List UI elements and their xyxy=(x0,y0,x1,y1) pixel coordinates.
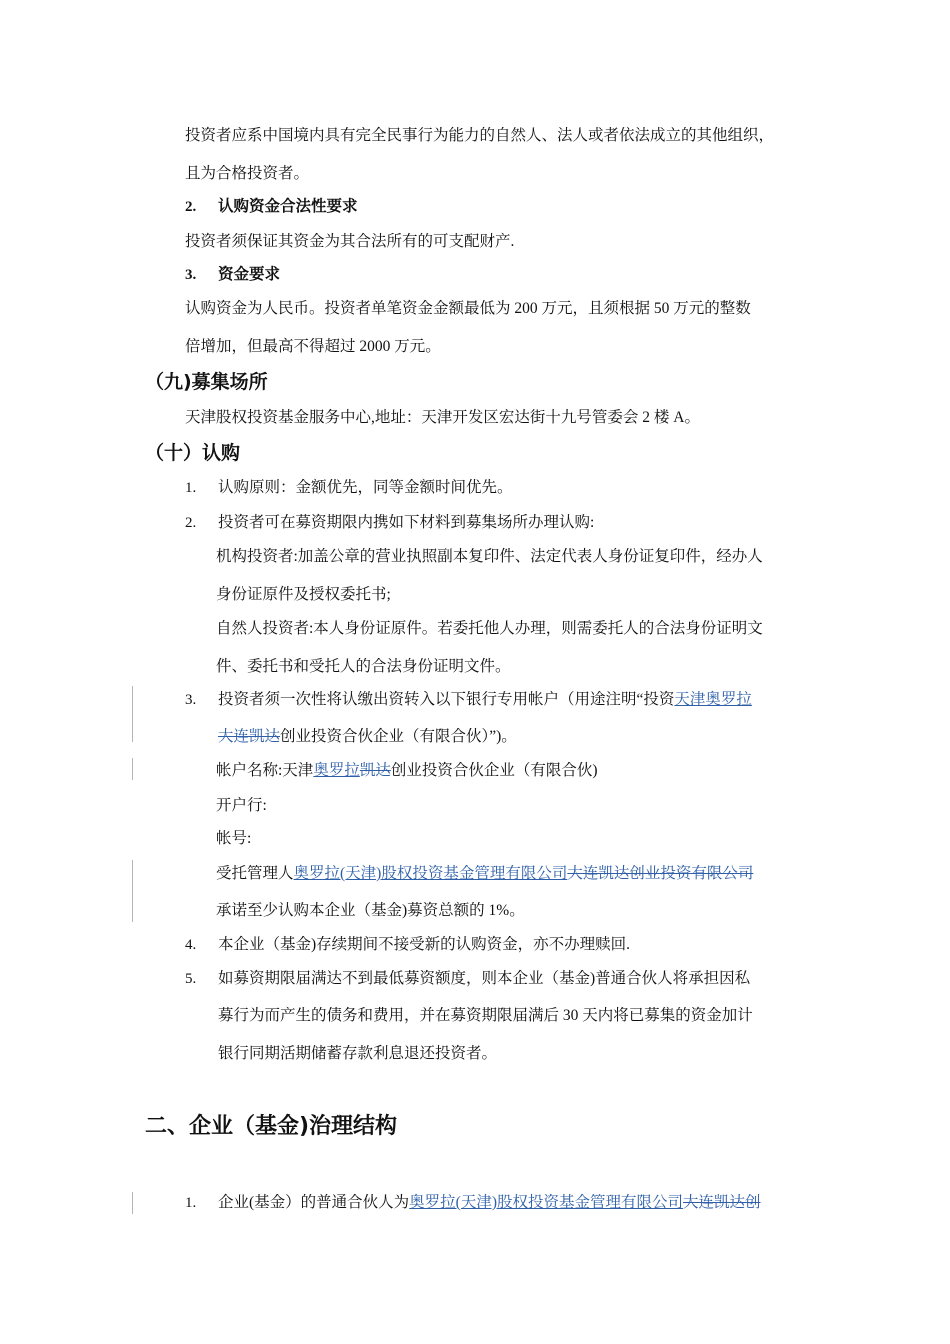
change-bar xyxy=(132,686,133,742)
bank-line: 开户行: xyxy=(216,797,267,814)
paragraph-line: 募行为而产生的债务和费用，并在募资期限届满后 30 天内将已募集的资金加计 xyxy=(218,1007,753,1024)
item-number: 2. xyxy=(185,199,197,215)
section-heading: （十）认购 xyxy=(145,442,241,464)
list-item xyxy=(218,1193,761,1213)
paragraph-line xyxy=(218,727,517,747)
paragraph-line: 且为合格投资者。 xyxy=(185,165,310,182)
paragraph-line: 自然人投资者:本人身份证原件。若委托他人办理，则需委托人的合法身份证明文 xyxy=(216,620,763,637)
text-run: 创业投资合伙企业（有限合伙）”)。 xyxy=(280,728,517,745)
text-run: 受托管理人 xyxy=(216,865,294,882)
item-number: 5. xyxy=(185,971,197,987)
paragraph-line: 倍增加，但最高不得超过 2000 万元。 xyxy=(185,338,441,355)
item-number: 2. xyxy=(185,515,197,531)
paragraph-line: 投资者须保证其资金为其合法所有的可支配财产. xyxy=(185,233,515,250)
text-run: 投资者须一次性将认缴出资转入以下银行专用帐户（用途注明“投资 xyxy=(218,691,675,708)
subheading: 资金要求 xyxy=(218,266,281,283)
inserted-text: 奥罗拉 xyxy=(313,762,360,779)
paragraph-line: 投资者应系中国境内具有完全民事行为能力的自然人、法人或者依法成立的其他组织， xyxy=(185,127,775,144)
item-number: 3. xyxy=(185,692,197,708)
list-item: 如募资期限届满达不到最低募资额度，则本企业（基金)普通合伙人将承担因私 xyxy=(218,970,751,987)
list-item: 认购原则：金额优先，同等金额时间优先。 xyxy=(218,479,513,496)
account-name-line xyxy=(216,761,598,781)
inserted-text: 天津奥罗拉 xyxy=(674,691,752,708)
deleted-text: 大连凯达 xyxy=(218,728,281,745)
paragraph-line: 机构投资者:加盖公章的营业执照副本复印件、法定代表人身份证复印件，经办人 xyxy=(216,548,763,565)
inserted-text: 奥罗拉(天津)股权投资基金管理有限公司 xyxy=(409,1194,683,1211)
list-item: 投资者可在募资期限内携如下材料到募集场所办理认购: xyxy=(218,514,595,531)
paragraph-line: 银行同期活期储蓄存款利息退还投资者。 xyxy=(218,1045,498,1062)
section-heading: （九)募集场所 xyxy=(145,371,268,393)
text-run: 创业投资合伙企业（有限合伙) xyxy=(390,762,598,779)
paragraph-line: 承诺至少认购本企业（基金)募资总额的 1%。 xyxy=(216,902,525,919)
change-bar xyxy=(132,1192,133,1214)
text-run: 企业(基金）的普通合伙人为 xyxy=(218,1194,410,1211)
paragraph-line: 身份证原件及授权委托书; xyxy=(216,586,391,603)
change-bar xyxy=(132,860,133,922)
deleted-text: 凯达 xyxy=(359,762,391,779)
deleted-text: 大连凯达创业投资有限公司 xyxy=(567,865,754,882)
account-number-line: 帐号: xyxy=(216,830,252,847)
paragraph-line: 认购资金为人民币。投资者单笔资金金额最低为 200 万元，且须根据 50 万元的整数 xyxy=(185,300,751,317)
inserted-text: 奥罗拉(天津)股权投资基金管理有限公司 xyxy=(293,865,568,882)
chapter-heading: 二、企业（基金)治理结构 xyxy=(145,1114,398,1139)
item-number: 3. xyxy=(185,267,197,283)
list-item xyxy=(218,690,752,710)
text-run: 帐户名称:天津 xyxy=(216,762,314,779)
change-bar xyxy=(132,758,133,780)
item-number: 1. xyxy=(185,1195,197,1211)
paragraph-line: 件、委托书和受托人的合法身份证明文件。 xyxy=(216,658,511,675)
item-number: 4. xyxy=(185,937,197,953)
paragraph-line: 天津股权投资基金服务中心,地址：天津开发区宏达街十九号管委会 2 楼 A。 xyxy=(185,409,700,426)
item-number: 1. xyxy=(185,480,197,496)
deleted-text: 大连凯达创 xyxy=(683,1194,761,1211)
subheading: 认购资金合法性要求 xyxy=(218,198,358,215)
list-item: 本企业（基金)存续期间不接受新的认购资金，亦不办理赎回. xyxy=(218,936,631,953)
trustee-line xyxy=(216,864,753,884)
